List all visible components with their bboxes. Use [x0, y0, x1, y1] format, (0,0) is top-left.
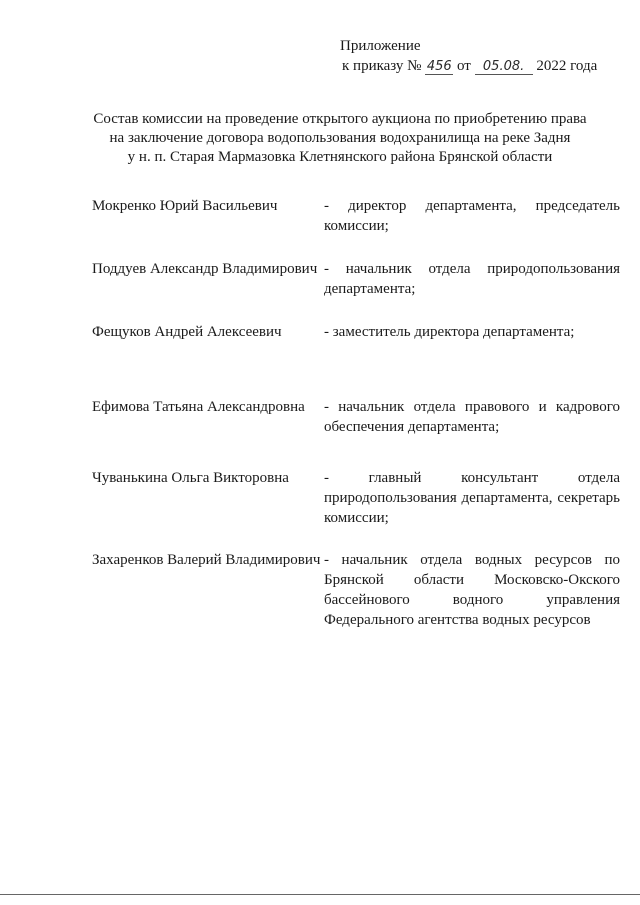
- order-reference: [342, 56, 597, 76]
- member-role: - начальник отдела водных ресурсов по Брянской области Московско-Окского бассейнового водного управления Федерального агентства водных ресурсов: [324, 552, 620, 628]
- member-name: Чуванькина Ольга Викторовна: [92, 470, 289, 486]
- member-role: - главный консультант отдела природопользования департамента, секретарь комиссии;: [324, 470, 620, 526]
- member-role: - начальник отдела правового и кадрового обеспечения департамента;: [324, 399, 620, 435]
- document-title: [60, 110, 620, 167]
- title-line-2: на заключение договора водопользования водохранилища на реке Задня: [109, 130, 571, 146]
- member-role: - заместитель директора департамента;: [324, 324, 575, 340]
- commission-members-list: [92, 196, 620, 628]
- member-role: - директор департамента, председатель комиссии;: [324, 198, 620, 234]
- appendix-header: [340, 36, 597, 76]
- member-row: [92, 196, 620, 236]
- page-bottom-divider: [0, 894, 640, 895]
- title-line-3: у н. п. Старая Мармазовка Клетнянского района Брянской области: [127, 149, 553, 165]
- order-from: от: [456, 58, 471, 74]
- member-row: [92, 468, 620, 528]
- appendix-label: Приложение: [340, 38, 421, 54]
- member-name: Захаренков Валерий Владимирович: [92, 552, 321, 568]
- member-name: Поддуев Александр Владимирович: [92, 261, 318, 277]
- order-date: 05.08.: [475, 60, 533, 75]
- member-role: - начальник отдела природопользования департамента;: [324, 261, 620, 297]
- order-number: 456: [426, 59, 452, 74]
- title-line-1: Состав комиссии на проведение открытого аукциона по приобретению права: [93, 111, 587, 127]
- member-row: [92, 322, 620, 342]
- member-name: Фещуков Андрей Алексеевич: [92, 324, 282, 340]
- order-year: 2022 года: [536, 58, 598, 74]
- member-name: Мокренко Юрий Васильевич: [92, 198, 278, 214]
- order-prefix: к приказу №: [342, 58, 422, 74]
- member-name: Ефимова Татьяна Александровна: [92, 399, 305, 415]
- member-row: [92, 550, 620, 630]
- member-row: [92, 397, 620, 437]
- member-row: [92, 259, 620, 299]
